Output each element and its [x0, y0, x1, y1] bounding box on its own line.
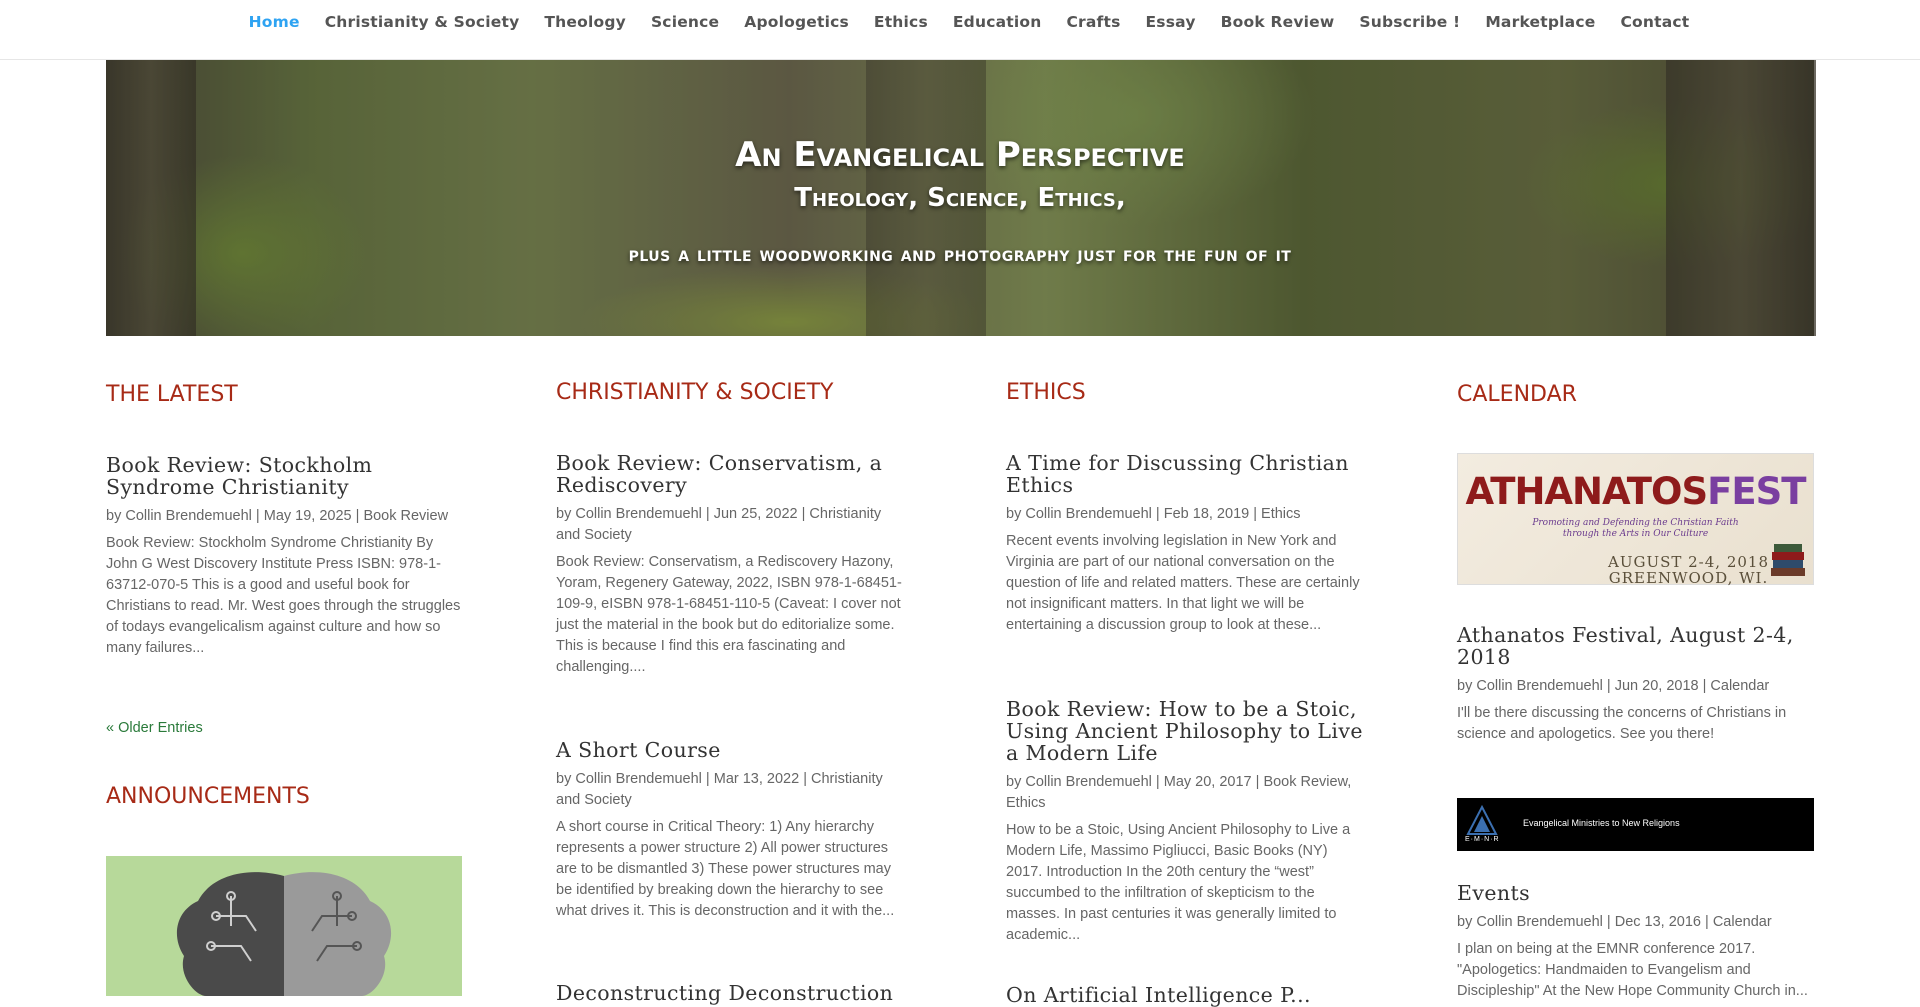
post-date: May 20, 2017	[1163, 774, 1252, 790]
post-category[interactable]: Christianity and Society	[556, 506, 882, 543]
athanatos-tagline: Promoting and Defending the Christian Faith through the Arts in Our Culture	[1532, 518, 1739, 539]
nav-item-crafts[interactable]: Crafts	[1066, 13, 1121, 31]
post-excerpt: A short course in Critical Theory: 1) Any hierarchy represents a power structure 2) All power structures are to be dismantled 3) These power structures may be identified by breaking down the hierarchy to see what drives it. This is deconstruction and it with the...	[556, 819, 895, 919]
nav-item-book-review[interactable]: Book Review	[1220, 13, 1335, 31]
ethics-post-3	[1006, 984, 1364, 1006]
nav-item-science[interactable]: Science	[650, 13, 720, 31]
post-meta: by Collin Brendemuehl | Feb 18, 2019 | Ethics	[1006, 506, 1301, 522]
post-title[interactable]: Book Review: How to be a Stoic, Using Ancient Philosophy to Live a Modern Life	[1006, 697, 1363, 765]
post-meta: by Collin Brendemuehl | Jun 25, 2022 | Christianity and Society	[556, 506, 882, 543]
section-title-society: CHRISTIANITY & SOCIETY	[556, 380, 834, 405]
post-date: Feb 18, 2019	[1163, 506, 1250, 522]
post-meta: by Collin Brendemuehl | Mar 13, 2022 | Christianity and Society	[556, 771, 883, 808]
post-excerpt: Recent events involving legislation in New York and Virginia are part of our national conversation on the question of life and related matters. These are certainly not insignificant matters. In that light we will be entertaining a discussion group to look at these...	[1006, 533, 1360, 633]
section-title-ethics: ETHICS	[1006, 380, 1086, 405]
post-title[interactable]: Book Review: Stockholm Syndrome Christianity	[106, 453, 373, 499]
post-meta: by Collin Brendemuehl | Jun 20, 2018 | Calendar	[1457, 678, 1770, 694]
post-title[interactable]: Deconstructing Deconstruction	[556, 981, 894, 1005]
post-meta: by Collin Brendemuehl | May 20, 2017 | Book Review, Ethics	[1006, 774, 1352, 811]
hero-tagline: plus a little woodworking and photography just for the fun of it	[628, 242, 1292, 266]
emnr-banner[interactable]	[1457, 798, 1814, 851]
post-date: Jun 25, 2022	[713, 506, 798, 522]
nav-item-contact[interactable]: Contact	[1620, 13, 1690, 31]
post-date: Dec 13, 2016	[1614, 914, 1701, 930]
post-excerpt: Book Review: Stockholm Syndrome Christianity By John G West Discovery Institute Press ISBN: 978-1-63712-070-5 This is a good and useful book for Christians to read. Mr. West goes through the struggles of todays evangelicalism against culture and how so many failures...	[106, 535, 461, 656]
post-title[interactable]: A Short Course	[556, 738, 721, 762]
post-excerpt: I'll be there discussing the concerns of Christians in science and apologetics. See you there!	[1457, 705, 1787, 742]
nav-item-apologetics[interactable]: Apologetics	[744, 13, 849, 31]
nav-item-marketplace[interactable]: Marketplace	[1485, 13, 1596, 31]
post-category[interactable]: Book Review	[363, 508, 449, 524]
society-post-2	[556, 739, 906, 922]
post-meta: by Collin Brendemuehl | May 19, 2025 | Book Review	[106, 508, 449, 524]
hero-banner	[106, 60, 1814, 336]
main-nav	[0, 0, 1920, 60]
emnr-text: Evangelical Ministries to New Religions	[1523, 818, 1680, 828]
post-author[interactable]: Collin Brendemuehl	[1476, 914, 1603, 930]
post-title[interactable]: On Artificial Intelligence P...	[1006, 983, 1311, 1007]
ethics-post-2	[1006, 698, 1364, 946]
post-excerpt: How to be a Stoic, Using Ancient Philosophy to Live a Modern Life, Massimo Pigliucci, Basic Books (NY) 2017. Introduction In the 20th century the “west” succumbed to the infiltration of skepticism to the masses. In past centuries it was generally limited to academic...	[1006, 822, 1351, 943]
nav-item-essay[interactable]: Essay	[1145, 13, 1196, 31]
books-icon	[1769, 536, 1807, 580]
section-title-announcements: ANNOUNCEMENTS	[106, 784, 310, 809]
society-post-3	[556, 982, 906, 1004]
post-category[interactable]: Calendar	[1710, 678, 1770, 694]
post-title[interactable]: Events	[1457, 881, 1531, 905]
post-author[interactable]: Collin Brendemuehl	[1025, 506, 1152, 522]
athanatos-logo: ATHANATOSFEST	[1465, 470, 1806, 513]
nav-item-subscribe[interactable]: Subscribe !	[1359, 13, 1461, 31]
post-category[interactable]: Ethics	[1261, 506, 1301, 522]
post-title[interactable]: Book Review: Conservatism, a Rediscovery	[556, 451, 883, 497]
post-author[interactable]: Collin Brendemuehl	[1476, 678, 1603, 694]
post-category[interactable]: Calendar	[1712, 914, 1772, 930]
nav-menu	[0, 0, 1920, 44]
post-category[interactable]: Book Review, Ethics	[1006, 774, 1352, 811]
section-title-calendar: CALENDAR	[1457, 382, 1577, 407]
hero-title: An Evangelical Perspective	[735, 135, 1185, 175]
post-excerpt: I plan on being at the EMNR conference 2017. "Apologetics: Handmaiden to Evangelism and Discipleship" At the New Hope Community Church in...	[1457, 941, 1808, 999]
athanatos-banner[interactable]	[1457, 453, 1814, 585]
post-author[interactable]: Collin Brendemuehl	[575, 506, 702, 522]
post-excerpt: Book Review: Conservatism, a Rediscovery Hazony, Yoram, Regenery Gateway, 2022, ISBN 978-1-68451-109-9, eISBN 978-1-68451-110-5 (Caveat: I cover not just the material in the book but do editorialize some. This is because I find this era fascinating and challenging....	[556, 554, 902, 675]
post-date: Jun 20, 2018	[1614, 678, 1699, 694]
calendar-post-2	[1457, 882, 1814, 1002]
post-author[interactable]: Collin Brendemuehl	[125, 508, 252, 524]
emnr-logo-text: E·M·N·R	[1465, 836, 1500, 843]
post-author[interactable]: Collin Brendemuehl	[575, 771, 702, 787]
ethics-post-1	[1006, 452, 1364, 636]
brain-circuit-icon	[106, 856, 462, 996]
nav-item-theology[interactable]: Theology	[544, 13, 626, 31]
post-author[interactable]: Collin Brendemuehl	[1025, 774, 1152, 790]
post-date: May 19, 2025	[263, 508, 352, 524]
post-title[interactable]: Athanatos Festival, August 2-4, 2018	[1457, 623, 1794, 669]
nav-item-home[interactable]: Home	[248, 13, 300, 31]
hero-subtitle: Theology, Science, Ethics,	[794, 183, 1126, 213]
nav-item-education[interactable]: Education	[952, 13, 1042, 31]
latest-post	[106, 454, 462, 659]
athanatos-date: AUGUST 2-4, 2018 GREENWOOD, WI.	[1607, 553, 1769, 587]
section-title-latest: THE LATEST	[106, 382, 238, 407]
society-post-1	[556, 452, 906, 678]
calendar-post-1	[1457, 624, 1814, 745]
nav-item-christianity-society[interactable]: Christianity & Society	[324, 13, 520, 31]
older-entries-link[interactable]: « Older Entries	[106, 720, 203, 736]
post-date: Mar 13, 2022	[713, 771, 800, 787]
post-category[interactable]: Christianity and Society	[556, 771, 883, 808]
nav-item-ethics[interactable]: Ethics	[873, 13, 928, 31]
post-meta: by Collin Brendemuehl | Dec 13, 2016 | Calendar	[1457, 914, 1772, 930]
announcement-image[interactable]	[106, 856, 462, 996]
post-title[interactable]: A Time for Discussing Christian Ethics	[1006, 451, 1349, 497]
